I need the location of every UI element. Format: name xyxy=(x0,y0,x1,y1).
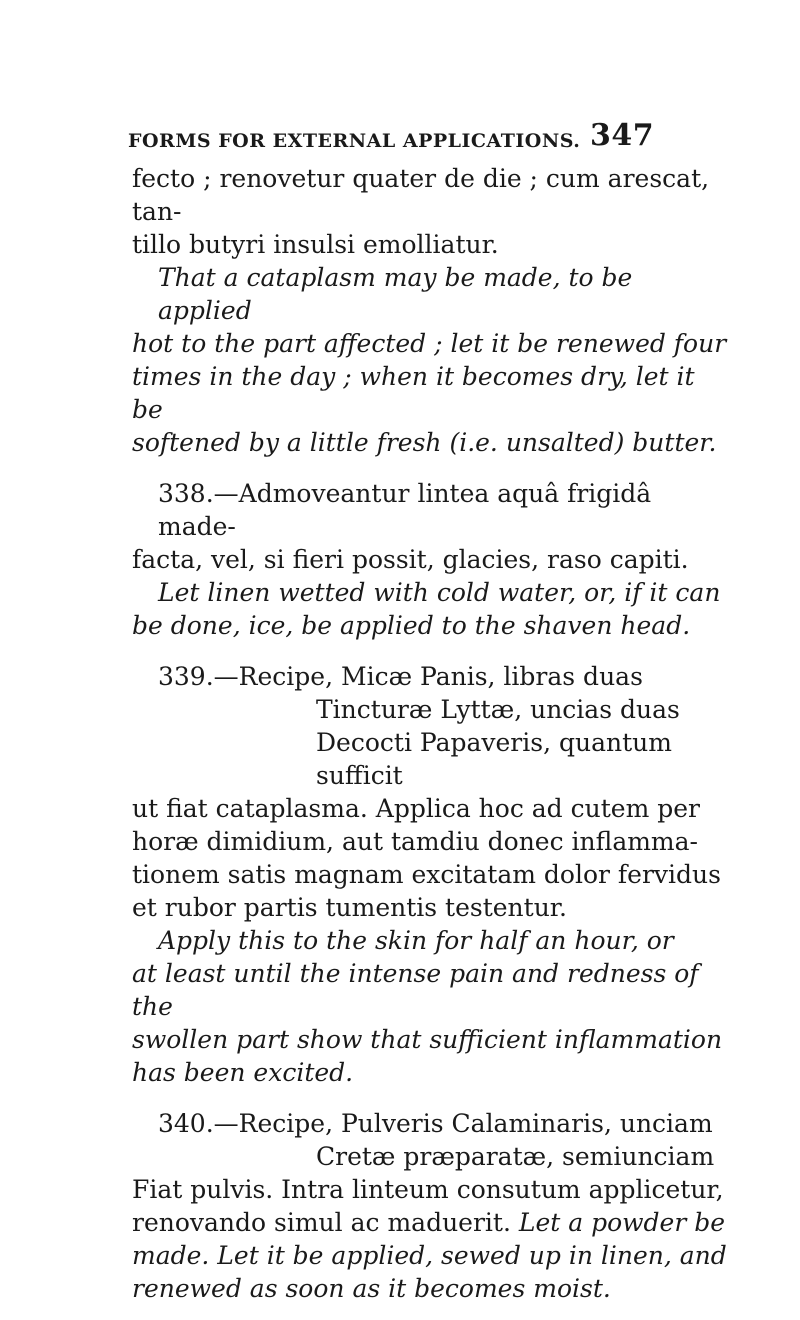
text-line: at least until the intense pain and redness of the xyxy=(132,959,699,1021)
text-line: tillo butyri insulsi emolliatur. xyxy=(132,230,499,259)
page-body xyxy=(132,162,732,1305)
latin-text: renovando simul ac maduerit. xyxy=(132,1208,511,1237)
text-line: ut fiat cataplasma. Applica hoc ad cutem per xyxy=(132,794,700,823)
latin-paragraph-continued xyxy=(132,162,732,261)
recipe-ingredient: Decocti Papaveris, quantum xyxy=(316,728,672,757)
recipe-ingredient: Cretæ præparatæ, semiunciam xyxy=(316,1142,715,1171)
text-line: be done, ice, be applied to the shaven head. xyxy=(132,611,691,640)
text-line: Apply this to the skin for half an hour, or xyxy=(158,926,674,955)
running-header xyxy=(128,118,655,153)
text-line: fecto ; renovetur quater de die ; cum arescat, tan- xyxy=(132,164,710,226)
formula-339 xyxy=(132,660,732,924)
formula-340 xyxy=(132,1107,732,1305)
translation-text: Let a powder be xyxy=(518,1208,726,1237)
english-translation xyxy=(132,576,732,642)
english-translation xyxy=(132,924,732,1089)
text-line: hot to the part affected ; let it be renewed four xyxy=(132,329,727,358)
recipe-heading: 340.—Recipe, Pulveris Calaminaris, unciam xyxy=(158,1109,713,1138)
text-line: 338.—Admoveantur lintea aquâ frigidâ made- xyxy=(158,479,652,541)
text-line: Let linen wetted with cold water, or, if it can xyxy=(158,578,721,607)
text-line: et rubor partis tumentis testentur. xyxy=(132,893,567,922)
text-line: has been excited. xyxy=(132,1058,354,1087)
formula-338 xyxy=(132,477,732,576)
text-line: softened by a little fresh (i.e. unsalted) butter. xyxy=(132,428,717,457)
text-line: made. Let it be applied, sewed up in linen, and xyxy=(132,1241,727,1270)
text-line: tionem satis magnam excitatam dolor fervidus xyxy=(132,860,721,889)
text-line: facta, vel, si fieri possit, glacies, raso capiti. xyxy=(132,545,689,574)
text-line: swollen part show that sufficient inflammation xyxy=(132,1025,723,1054)
page-number: 347 xyxy=(590,118,655,153)
text-line: renewed as soon as it becomes moist. xyxy=(132,1274,611,1303)
text-line xyxy=(132,1206,732,1239)
recipe-ingredient-continued: sufficit xyxy=(316,761,403,790)
recipe-heading: 339.—Recipe, Micæ Panis, libras duas xyxy=(158,662,643,691)
text-line: That a cataplasm may be made, to be applied xyxy=(158,263,633,325)
text-line: times in the day ; when it becomes dry, let it be xyxy=(132,362,695,424)
chapter-title: FORMS FOR EXTERNAL APPLICATIONS. xyxy=(128,130,581,152)
recipe-ingredient: Tincturæ Lyttæ, uncias duas xyxy=(316,695,680,724)
text-line: horæ dimidium, aut tamdiu donec inflamma- xyxy=(132,827,698,856)
english-translation xyxy=(132,261,732,459)
text-line: Fiat pulvis. Intra linteum consutum applicetur, xyxy=(132,1175,724,1204)
